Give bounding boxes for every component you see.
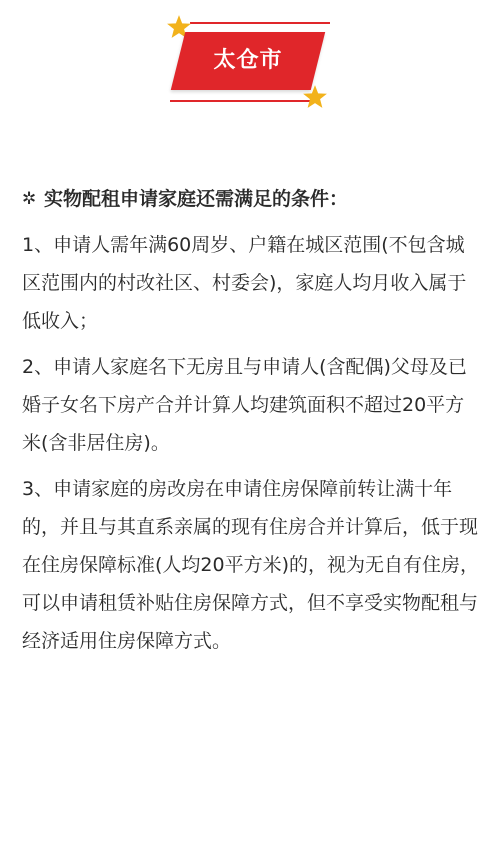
condition-paragraph-1: 1、申请人需年满60周岁、户籍在城区范围(不包含城区范围内的村改社区、村委会)，家庭人均月收入属于低收入；	[22, 234, 467, 332]
condition-paragraph-3: 3、申请家庭的房改房在申请住房保障前转让满十年的，并且与其直系亲属的现有住房合并计算后，低于现在住房保障标准(人均20平方米)的，视为无自有住房，可以申请租赁补贴住房保障方式，但不享受实物配租与经济适用住房保障方式。	[22, 478, 480, 652]
bottom-decorative-line	[170, 100, 310, 102]
condition-paragraph-2: 2、申请人家庭名下无房且与申请人(含配偶)父母及已婚子女名下房产合并计算人均建筑面积不超过20平方米(含非居住房)。	[22, 356, 467, 454]
header	[0, 0, 500, 120]
star-icon	[302, 84, 328, 110]
city-label: 太仓市	[213, 48, 283, 73]
section-heading	[22, 180, 482, 218]
conditions-section	[22, 180, 482, 668]
top-decorative-line	[190, 22, 330, 24]
section-heading-text: 实物配租申请家庭还需满足的条件：	[44, 188, 349, 210]
asterisk-icon: ✲	[22, 189, 37, 209]
